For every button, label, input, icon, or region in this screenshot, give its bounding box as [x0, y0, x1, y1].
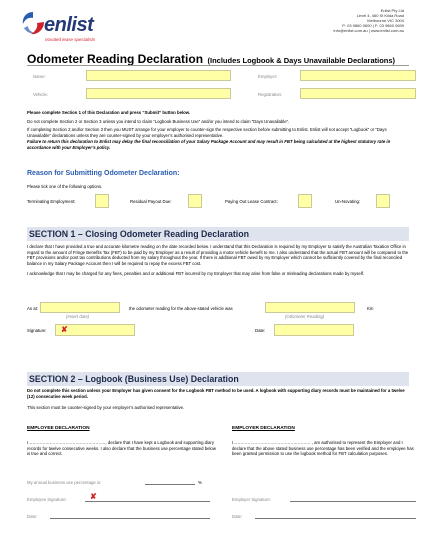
- enlist-logo: [20, 10, 100, 42]
- section1-text: [27, 244, 411, 277]
- km-label: Km: [367, 306, 374, 311]
- employer-signature-field[interactable]: [290, 501, 416, 502]
- employer-heading: EMPLOYER DECLARATION: [232, 426, 295, 431]
- signature-label: Signature:: [27, 328, 47, 333]
- option-unnovating-checkbox[interactable]: [376, 194, 390, 208]
- phone-fax: P: 03 9860 0600 | F: 03 9860 0699: [342, 23, 404, 28]
- employer-text: I……………………………………………… , am authorised to represent the Employer and I declare that the above stated business use percentage has been verified and the employee has been granted permission to use the logbook method for FBT calculation purposes.: [232, 440, 414, 457]
- intro-block: [27, 110, 411, 151]
- annual-percent-field[interactable]: [145, 484, 195, 485]
- employer-label: Employer:: [258, 74, 278, 79]
- registration-label: Registration:: [258, 92, 283, 97]
- company-address: [334, 8, 404, 33]
- option-unnovating-label: Un-Novating:: [335, 199, 361, 204]
- brand-name: enlist: [44, 14, 94, 36]
- employee-text: I………………………………………………, declare that I have kept a Logbook and supporting diary records for twelve consecutive weeks. I also declare that the business use percentage stated below is true and correct.: [27, 440, 216, 457]
- address-line-1: Level 4, 460 St Kilda Road: [356, 13, 404, 18]
- vehicle-field[interactable]: [86, 88, 231, 99]
- option-payout-checkbox[interactable]: [298, 194, 312, 208]
- as-at-date-field[interactable]: [40, 302, 120, 313]
- signature-field[interactable]: [55, 324, 135, 336]
- name-field[interactable]: [86, 70, 231, 81]
- insert-date-hint: (Insert date): [66, 314, 90, 319]
- employer-date-field[interactable]: [255, 518, 416, 519]
- employer-date-label: Date:: [232, 514, 243, 519]
- option-payout-label: Paying Out Lease Contract:: [225, 199, 278, 204]
- section1-p2: I acknowledge that I may be charged for any fines, penalties and or additional FBT incurred by my Employer that may arise from false or misleading declarations made by myself.: [27, 271, 365, 277]
- date-field[interactable]: [274, 324, 354, 336]
- employee-date-field[interactable]: [50, 518, 210, 519]
- employee-date-label: Date:: [27, 514, 38, 519]
- intro-p4: Failure to return this declaration to Enlist may delay the final reconciliation of your Salary Package Account and may result in FBT being calculated at the highest statutory rate in accordance with your Employer’s policy.: [27, 139, 391, 150]
- registration-field[interactable]: [300, 88, 416, 99]
- option-terminating-checkbox[interactable]: [95, 194, 109, 208]
- employee-signature-cross-icon: ✘: [90, 492, 97, 501]
- section2-text: [27, 388, 411, 411]
- company-name: Enlist Pty Ltd: [380, 8, 404, 13]
- odometer-field[interactable]: [265, 302, 355, 313]
- employee-signature-label: Employee Signature:: [27, 497, 67, 502]
- section1-heading: SECTION 1 – Closing Odometer Reading Declaration: [27, 227, 409, 241]
- name-label: Name:: [33, 74, 46, 79]
- brand-tagline: novated lease specialists: [45, 37, 96, 42]
- annual-percent-label: My annual business use percentage is:: [27, 480, 102, 485]
- email-web: info@enlist.com.au | www.enlist.com.au: [333, 28, 404, 33]
- employee-heading: EMPLOYEE DECLARATION: [27, 426, 90, 431]
- address-line-2: Melbourne VIC 3004: [367, 18, 404, 23]
- odometer-hint: (Odometer Reading): [285, 314, 325, 319]
- vehicle-label: Vehicle:: [33, 92, 49, 97]
- section1-p1: I declare that I have provided a true and accurate kilometre reading on the date recorded below. I understand that this Declaration is required by my Employer to satisfy the Australian Taxation Office in regard to the amount of Fringe Benefits Tax (FBT) to be paid by my Employer as a result of providing a motor vehicle benefit to me. I also understand that the actual FBT amount will be compared to the FBT provisions and/or post tax contributions deducted from my salary throughout the year. If there is additional FBT owed by my Employer which cannot be sufficiently covered by the final reconciled balance in my Salary Package Account then I will be required to repay the excess FBT cost.: [27, 244, 409, 266]
- section2-p1-text: Do not complete this section unless your Employer has given consent for the Logbook FBT method to be used. A logbook with supporting diary records must be maintained for a twelve (12) consecutive week period.: [27, 388, 405, 399]
- odometer-text: the odometer reading for the above-stated vehicle was: [129, 306, 233, 311]
- intro-p1: Please complete Section 1 of this Declaration and press “Submit” button below.: [27, 110, 191, 115]
- option-residual-label: Residual Payout Due:: [130, 199, 172, 204]
- section2-p2: This section must be counter-signed by your employer’s authorised representative.: [27, 405, 185, 411]
- section2-p1: [27, 388, 411, 399]
- reason-heading: Reason for Submitting Odometer Declaration:: [27, 170, 180, 177]
- signature-cross-icon: ✘: [61, 325, 68, 334]
- section2-heading: SECTION 2 – Logbook (Business Use) Declaration: [27, 372, 409, 386]
- option-terminating-label: Terminating Employment:: [27, 199, 76, 204]
- logo-swirl-icon: [20, 10, 46, 36]
- employee-signature-field[interactable]: [85, 501, 210, 502]
- title-rule: [27, 65, 409, 66]
- date-label: Date:: [255, 328, 266, 333]
- employer-field[interactable]: [300, 70, 416, 81]
- title-main: Odometer Reading Declaration: [27, 52, 204, 66]
- intro-p3: If completing Section 2 and/or Section 3 then you MUST arrange for your employer to counter-sign the respective section before submitting to Enlist. Enlist will not accept “Logbook” or “Days Unavailable” declarations unless they are counter-signed by your employer’s authorised representative.: [27, 127, 387, 138]
- percent-sign: %: [198, 480, 202, 485]
- employer-signature-label: Employer Signature:: [232, 497, 271, 502]
- option-residual-checkbox[interactable]: [188, 194, 202, 208]
- reason-instruction: Please tick one of the following options.: [27, 184, 103, 189]
- as-at-label: As at:: [27, 306, 38, 311]
- intro-p2: Do not complete Section 2 or Section 3 unless you intend to claim “Logbook Business Use” and/or you intend to claim “Days Unavailable”.: [27, 118, 290, 124]
- title-sub: (Includes Logbook & Days Unavailable Declarations): [207, 56, 396, 65]
